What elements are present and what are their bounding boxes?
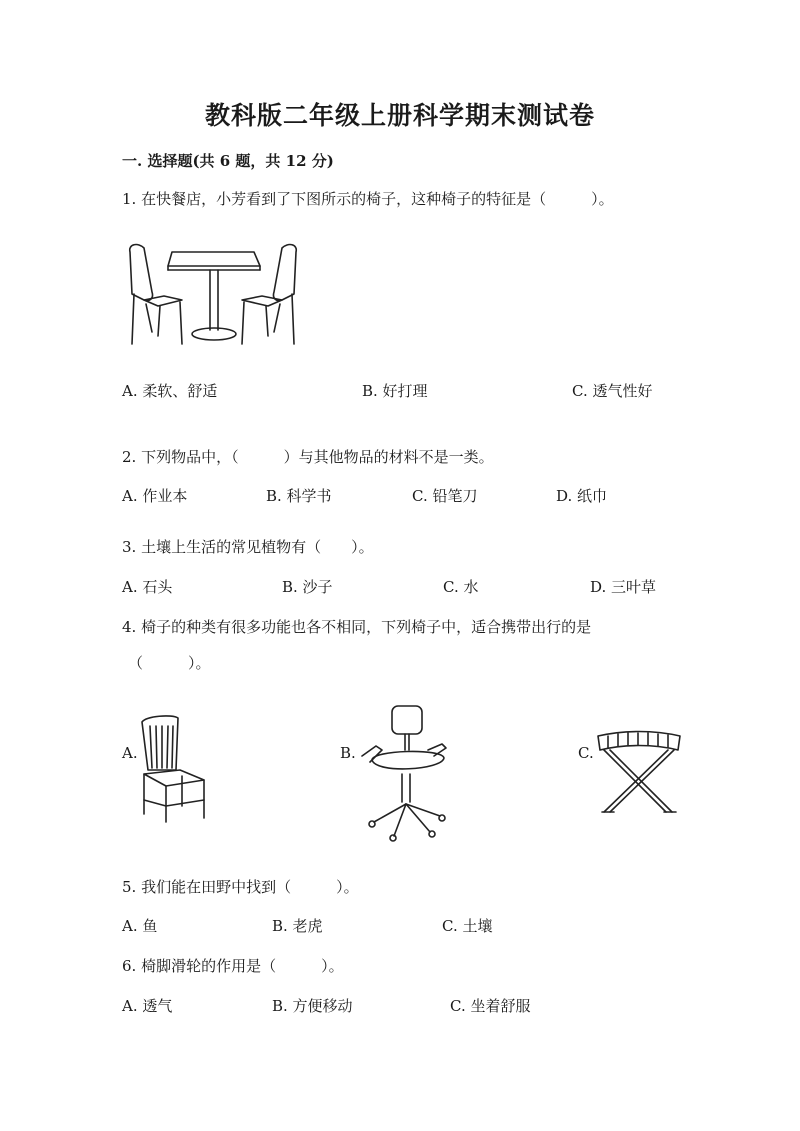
office-swivel-chair-image xyxy=(352,704,448,844)
question-5-stem: 5. 我们能在田野中找到（ ）。 xyxy=(122,878,359,896)
q5-option-a[interactable]: A. 鱼 xyxy=(122,917,158,935)
q4-option-b[interactable]: B. xyxy=(340,744,356,762)
q1-option-a[interactable]: A. 柔软、舒适 xyxy=(122,382,218,400)
q3-option-a[interactable]: A. 石头 xyxy=(122,578,173,596)
section-heading: 一. 选择题(共 6 题，共 12 分) xyxy=(122,152,334,170)
q6-option-b[interactable]: B. 方便移动 xyxy=(272,997,353,1015)
q5-option-b[interactable]: B. 老虎 xyxy=(272,917,323,935)
q2-option-b[interactable]: B. 科学书 xyxy=(266,487,332,505)
q6-option-c[interactable]: C. 坐着舒服 xyxy=(450,997,531,1015)
q4-option-c[interactable]: C. xyxy=(578,744,594,762)
q3-option-d[interactable]: D. 三叶草 xyxy=(590,578,657,596)
table-and-chairs-image xyxy=(124,240,304,350)
q3-option-c[interactable]: C. 水 xyxy=(443,578,479,596)
question-4-stem: 4. 椅子的种类有很多功能也各不相同，下列椅子中，适合携带出行的是 xyxy=(122,618,592,636)
page-title: 教科版二年级上册科学期末测试卷 xyxy=(204,101,595,130)
wooden-chair-image xyxy=(136,714,208,826)
q2-option-a[interactable]: A. 作业本 xyxy=(122,487,188,505)
q1-option-c[interactable]: C. 透气性好 xyxy=(572,382,653,400)
q5-option-c[interactable]: C. 土壤 xyxy=(442,917,493,935)
q1-option-b[interactable]: B. 好打理 xyxy=(362,382,428,400)
q6-option-a[interactable]: A. 透气 xyxy=(122,997,173,1015)
q2-option-d[interactable]: D. 纸巾 xyxy=(556,487,608,505)
question-6-stem: 6. 椅脚滑轮的作用是（ ）。 xyxy=(122,957,344,975)
folding-stool-image xyxy=(594,728,684,820)
question-2-stem: 2. 下列物品中，（ ）与其他物品的材料不是一类。 xyxy=(122,448,494,466)
q2-option-c[interactable]: C. 铅笔刀 xyxy=(412,487,478,505)
question-3-stem: 3. 土壤上生活的常见植物有（ ）。 xyxy=(122,538,374,556)
question-1-stem: 1. 在快餐店，小芳看到了下图所示的椅子，这种椅子的特征是（ ）。 xyxy=(122,190,614,208)
question-4-stem-continued: （ ）。 xyxy=(128,654,211,672)
q4-option-a[interactable]: A. xyxy=(122,744,138,762)
q3-option-b[interactable]: B. 沙子 xyxy=(282,578,333,596)
